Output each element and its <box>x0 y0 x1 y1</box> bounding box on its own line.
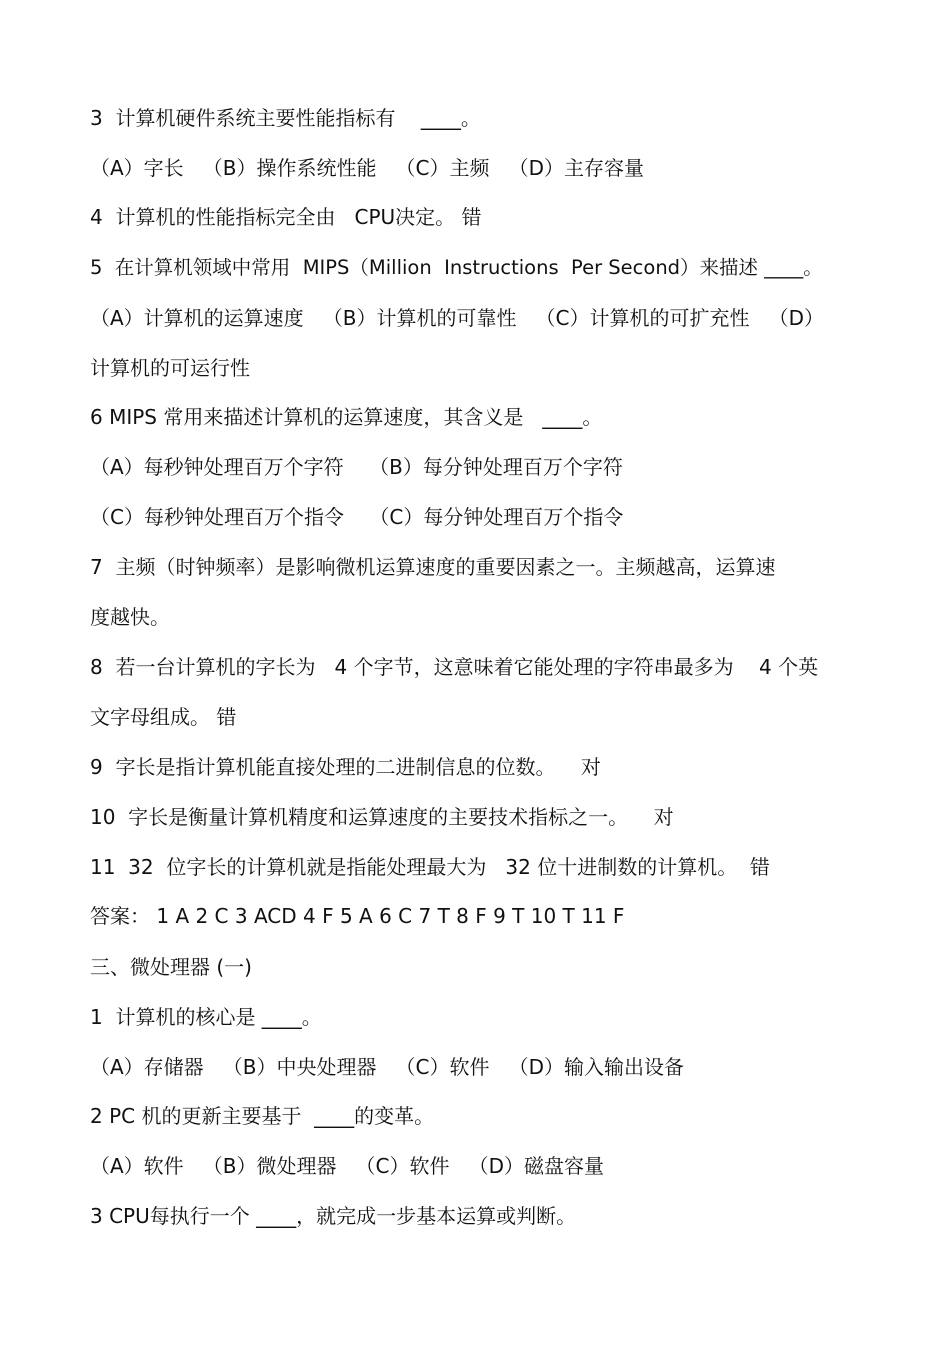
section-q1-stem: 1 计算机的核心是 ____。 <box>90 1005 322 1029</box>
answer-key: 答案： 1 A 2 C 3 ACD 4 F 5 A 6 C 7 T 8 F 9 T 10 T 11 F <box>90 904 625 928</box>
question-7-cont: 度越快。 <box>90 605 170 629</box>
section-q1-options: （A）存储器 （B）中央处理器 （C）软件 （D）输入输出设备 <box>90 1055 684 1079</box>
question-5-options: （A）计算机的运算速度 （B）计算机的可靠性 （C）计算机的可扩充性 （D） <box>90 306 824 330</box>
question-8-cont: 文字母组成。 错 <box>90 705 237 729</box>
question-4: 4 计算机的性能指标完全由 CPU决定。 错 <box>90 205 482 229</box>
question-7: 7 主频（时钟频率）是影响微机运算速度的重要因素之一。主频越高，运算速 <box>90 555 776 579</box>
question-8: 8 若一台计算机的字长为 4 个字节，这意味着它能处理的字符串最多为 4 个英 <box>90 655 819 679</box>
question-5-options-cont: 计算机的可运行性 <box>90 356 250 380</box>
section-q2-stem: 2 PC 机的更新主要基于 ____的变革。 <box>90 1104 435 1128</box>
question-11: 11 32 位字长的计算机就是指能处理最大为 32 位十进制数的计算机。 错 <box>90 855 770 879</box>
question-3-stem: 3 计算机硬件系统主要性能指标有 ____。 <box>90 106 481 130</box>
section-q2-options: （A）软件 （B）微处理器 （C）软件 （D）磁盘容量 <box>90 1154 604 1178</box>
question-5-stem: 5 在计算机领域中常用 MIPS（Million Instructions Per Second）来描述 ____。 <box>90 256 823 279</box>
question-6-stem: 6 MIPS 常用来描述计算机的运算速度，其含义是 ____。 <box>90 405 603 429</box>
question-9: 9 字长是指计算机能直接处理的二进制信息的位数。 对 <box>90 755 601 779</box>
section-q3-stem: 3 CPU每执行一个 ____，就完成一步基本运算或判断。 <box>90 1204 577 1228</box>
question-6-options-2: （C）每秒钟处理百万个指令 （C）每分钟处理百万个指令 <box>90 505 624 529</box>
question-3-options: （A）字长 （B）操作系统性能 （C）主频 （D）主存容量 <box>90 156 644 180</box>
section-heading: 三、微处理器 (一) <box>90 955 252 979</box>
question-6-options-1: （A）每秒钟处理百万个字符 （B）每分钟处理百万个字符 <box>90 455 623 479</box>
question-10: 10 字长是衡量计算机精度和运算速度的主要技术指标之一。 对 <box>90 805 674 829</box>
